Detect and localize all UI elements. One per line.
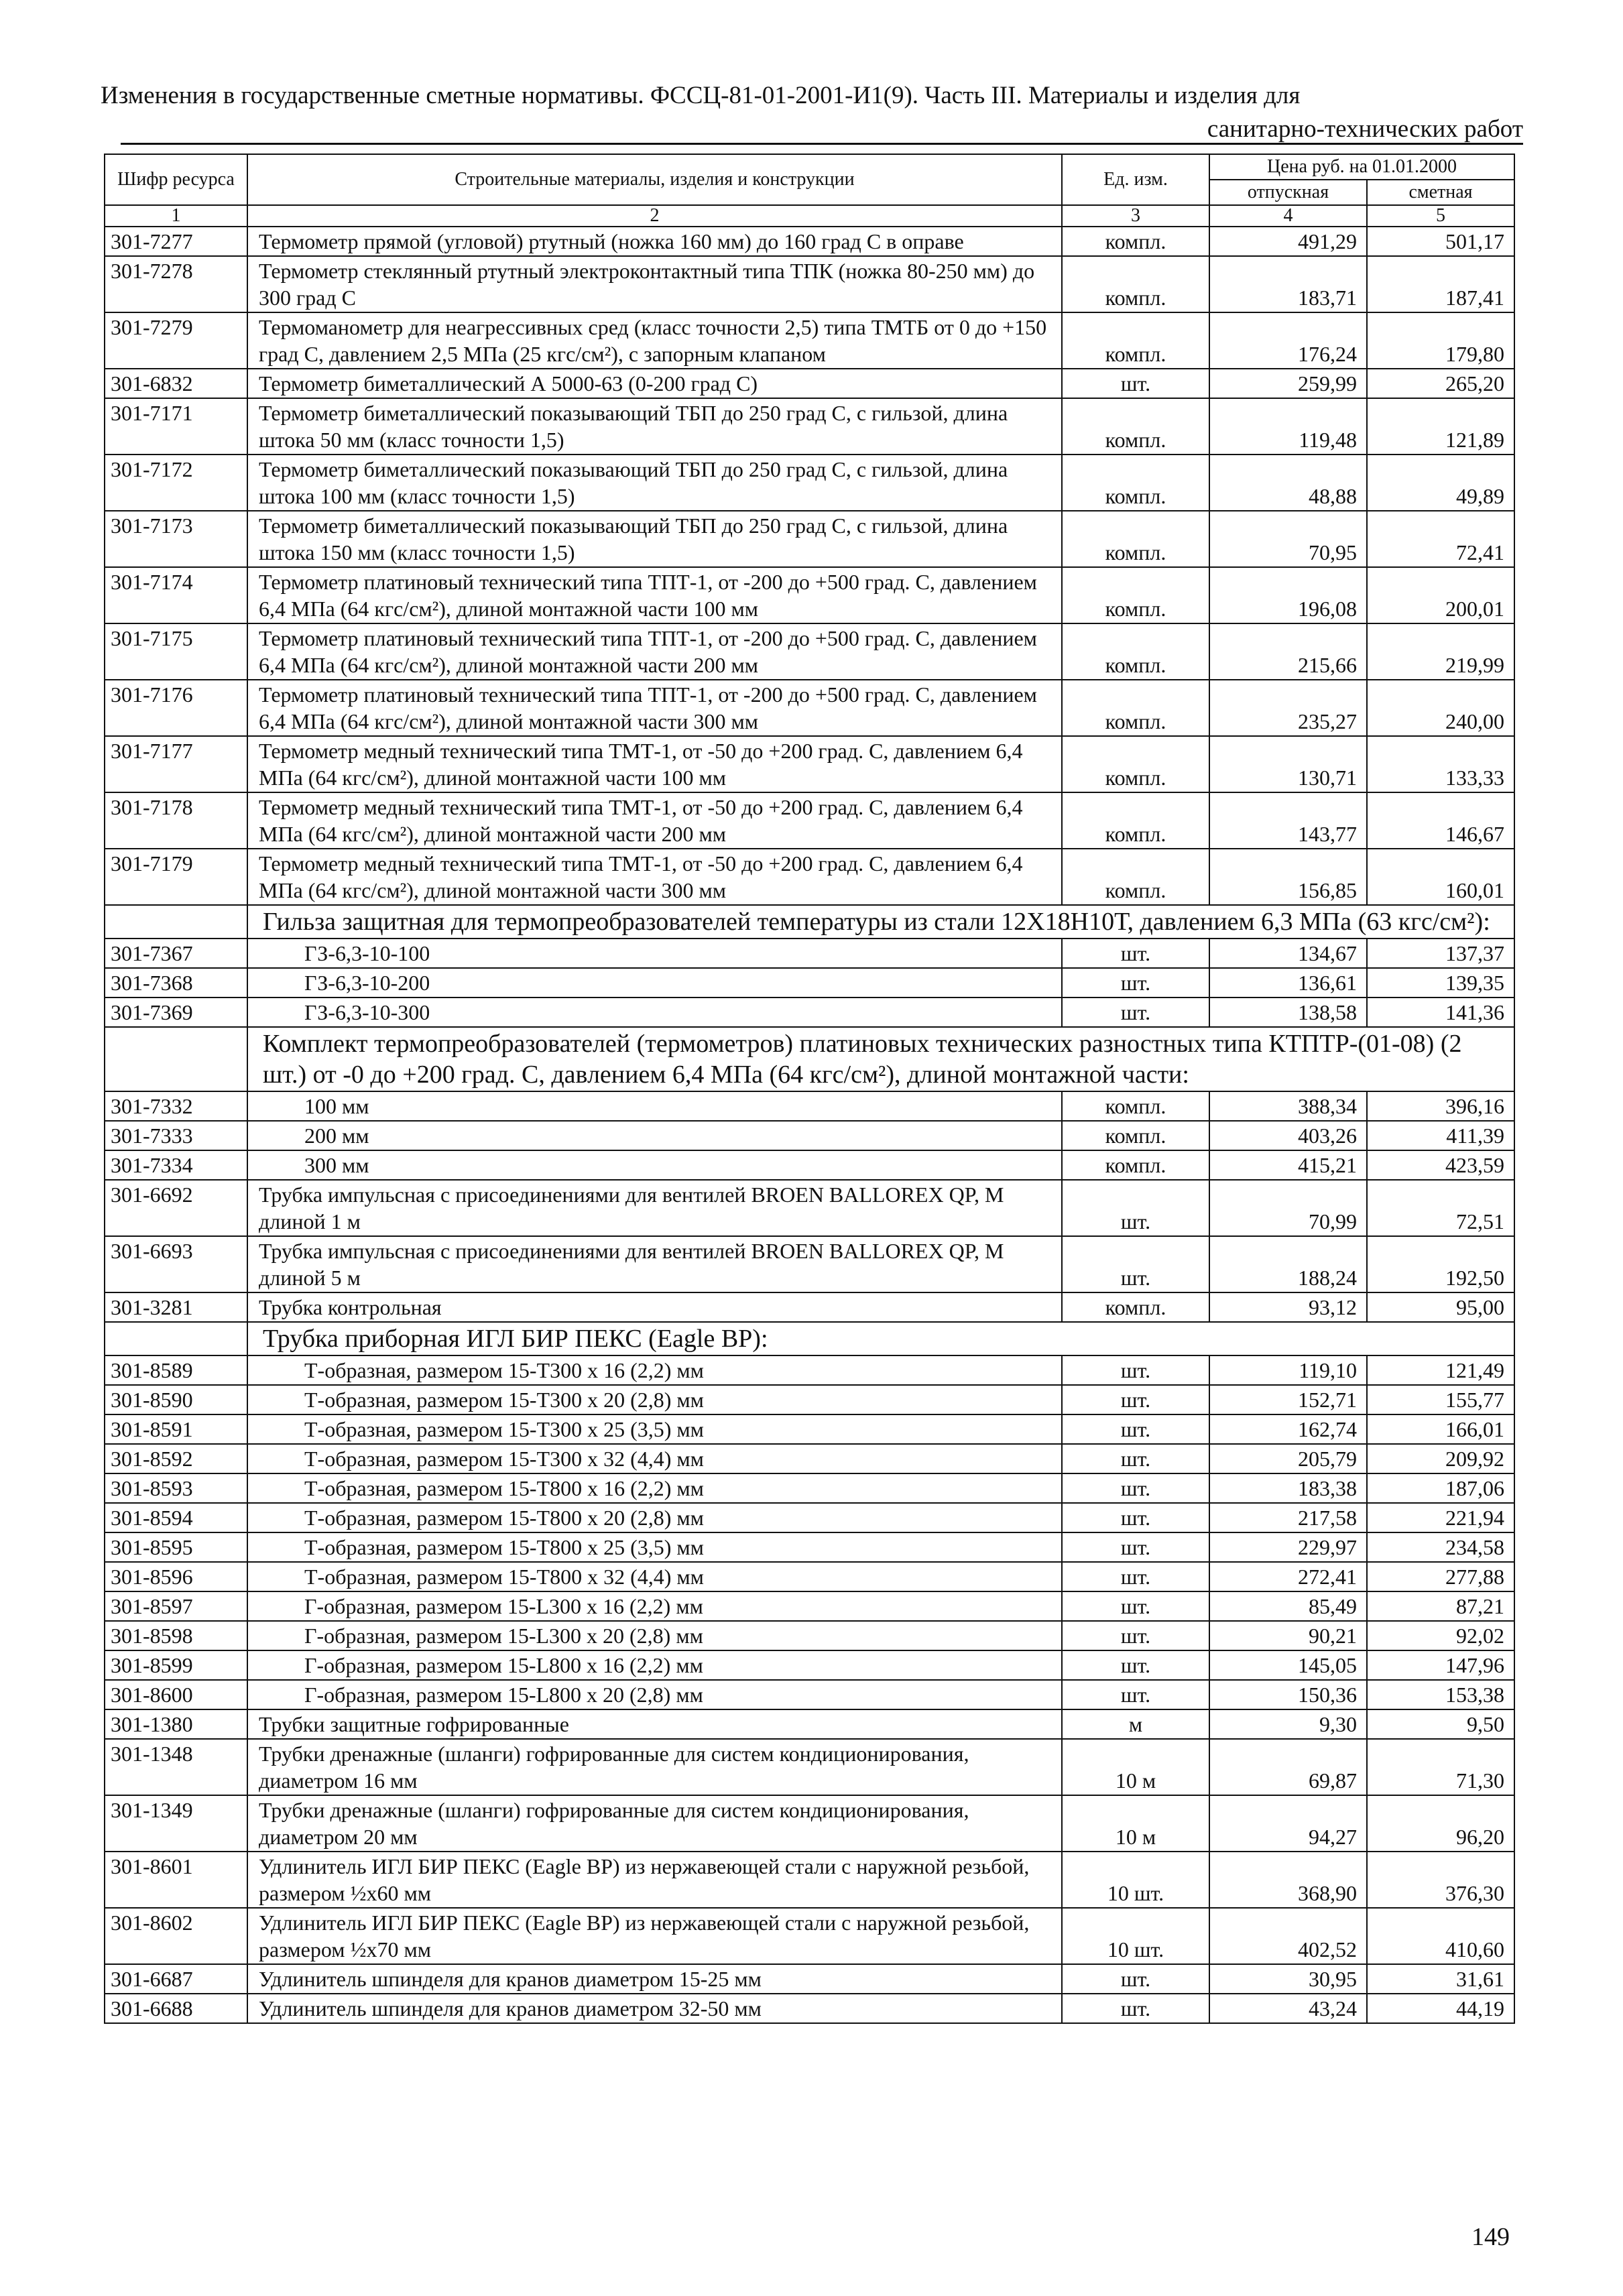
table-row bbox=[105, 227, 1514, 256]
material-name: Т-образная, размером 15-Т300 х 20 (2,8) мм bbox=[247, 1385, 1062, 1414]
material-name: 300 мм bbox=[247, 1150, 1062, 1180]
table-row bbox=[105, 1964, 1514, 1994]
table-row bbox=[105, 1292, 1514, 1322]
group-code-cell bbox=[105, 1322, 247, 1355]
header-rule bbox=[121, 143, 1523, 145]
material-name: Термометр платиновый технический типа ТПТ-1, от -200 до +500 град. С, давлением 6,4 МПа (64 кгс/см²), длиной монтажной части 200 мм bbox=[247, 623, 1062, 680]
resource-code: 301-7177 bbox=[105, 736, 247, 792]
unit-of-measure: шт. bbox=[1062, 1236, 1209, 1292]
estimate-price: 234,58 bbox=[1367, 1532, 1514, 1562]
resource-code: 301-7175 bbox=[105, 623, 247, 680]
resource-code: 301-7334 bbox=[105, 1150, 247, 1180]
table-row bbox=[105, 369, 1514, 398]
release-price: 183,38 bbox=[1209, 1473, 1367, 1503]
resource-code: 301-7368 bbox=[105, 968, 247, 998]
resource-code: 301-7278 bbox=[105, 256, 247, 312]
estimate-price: 44,19 bbox=[1367, 1994, 1514, 2023]
release-price: 215,66 bbox=[1209, 623, 1367, 680]
table-row bbox=[105, 398, 1514, 455]
unit-of-measure: 10 м bbox=[1062, 1739, 1209, 1795]
resource-code: 301-7174 bbox=[105, 567, 247, 623]
resource-code: 301-8596 bbox=[105, 1562, 247, 1591]
resource-code: 301-7369 bbox=[105, 998, 247, 1027]
table-row bbox=[105, 1795, 1514, 1852]
material-name: ГЗ-6,3-10-100 bbox=[247, 939, 1062, 968]
unit-of-measure: шт. bbox=[1062, 1680, 1209, 1709]
unit-of-measure: компл. bbox=[1062, 849, 1209, 905]
resource-code: 301-8592 bbox=[105, 1444, 247, 1473]
column-number: 2 bbox=[247, 205, 1062, 227]
table-row bbox=[105, 567, 1514, 623]
release-price: 69,87 bbox=[1209, 1739, 1367, 1795]
estimate-price: 209,92 bbox=[1367, 1444, 1514, 1473]
estimate-price: 72,41 bbox=[1367, 511, 1514, 567]
release-price: 162,74 bbox=[1209, 1414, 1367, 1444]
estimate-price: 277,88 bbox=[1367, 1562, 1514, 1591]
estimate-price: 160,01 bbox=[1367, 849, 1514, 905]
unit-of-measure: шт. bbox=[1062, 939, 1209, 968]
unit-of-measure: компл. bbox=[1062, 1150, 1209, 1180]
resource-code: 301-7171 bbox=[105, 398, 247, 455]
estimate-price: 71,30 bbox=[1367, 1739, 1514, 1795]
header-title-line1: Изменения в государственные сметные нормативы. ФССЦ-81-01-2001-И1(9). Часть III. Материалы и изделия для bbox=[101, 82, 1301, 109]
resource-code: 301-6687 bbox=[105, 1964, 247, 1994]
table-row bbox=[105, 968, 1514, 998]
material-name: Термометр медный технический типа ТМТ-1, от -50 до +200 град. С, давлением 6,4 МПа (64 кгс/см²), длиной монтажной части 100 мм bbox=[247, 736, 1062, 792]
resource-code: 301-8599 bbox=[105, 1650, 247, 1680]
column-header-code: Шифр ресурса bbox=[105, 154, 247, 205]
resource-code: 301-8589 bbox=[105, 1355, 247, 1385]
release-price: 491,29 bbox=[1209, 227, 1367, 256]
unit-of-measure: компл. bbox=[1062, 312, 1209, 369]
unit-of-measure: шт. bbox=[1062, 1562, 1209, 1591]
material-name: Трубки дренажные (шланги) гофрированные для систем кондиционирования, диаметром 20 мм bbox=[247, 1795, 1062, 1852]
estimate-price: 221,94 bbox=[1367, 1503, 1514, 1532]
estimate-price: 72,51 bbox=[1367, 1180, 1514, 1236]
unit-of-measure: компл. bbox=[1062, 1292, 1209, 1322]
release-price: 368,90 bbox=[1209, 1852, 1367, 1908]
resource-code: 301-7176 bbox=[105, 680, 247, 736]
column-header-estimate-price: сметная bbox=[1367, 180, 1514, 205]
estimate-price: 153,38 bbox=[1367, 1680, 1514, 1709]
release-price: 138,58 bbox=[1209, 998, 1367, 1027]
unit-of-measure: шт. bbox=[1062, 1180, 1209, 1236]
unit-of-measure: шт. bbox=[1062, 1473, 1209, 1503]
table-row bbox=[105, 1236, 1514, 1292]
table-row bbox=[105, 998, 1514, 1027]
release-price: 152,71 bbox=[1209, 1385, 1367, 1414]
estimate-price: 87,21 bbox=[1367, 1591, 1514, 1621]
release-price: 30,95 bbox=[1209, 1964, 1367, 1994]
material-name: Т-образная, размером 15-Т300 х 25 (3,5) мм bbox=[247, 1414, 1062, 1444]
unit-of-measure: компл. bbox=[1062, 398, 1209, 455]
release-price: 130,71 bbox=[1209, 736, 1367, 792]
resource-code: 301-8590 bbox=[105, 1385, 247, 1414]
release-price: 70,95 bbox=[1209, 511, 1367, 567]
resource-code: 301-7172 bbox=[105, 455, 247, 511]
resource-code: 301-6688 bbox=[105, 1994, 247, 2023]
unit-of-measure: шт. bbox=[1062, 1385, 1209, 1414]
unit-of-measure: компл. bbox=[1062, 227, 1209, 256]
table-row bbox=[105, 1709, 1514, 1739]
release-price: 119,48 bbox=[1209, 398, 1367, 455]
material-name: Т-образная, размером 15-Т800 х 25 (3,5) мм bbox=[247, 1532, 1062, 1562]
estimate-price: 141,36 bbox=[1367, 998, 1514, 1027]
release-price: 150,36 bbox=[1209, 1680, 1367, 1709]
resource-code: 301-7279 bbox=[105, 312, 247, 369]
table-row bbox=[105, 1503, 1514, 1532]
resource-code: 301-6692 bbox=[105, 1180, 247, 1236]
unit-of-measure: шт. bbox=[1062, 1621, 1209, 1650]
estimate-price: 137,37 bbox=[1367, 939, 1514, 968]
price-table bbox=[104, 154, 1515, 2024]
material-name: Удлинитель шпинделя для кранов диаметром 32-50 мм bbox=[247, 1994, 1062, 2023]
resource-code: 301-7173 bbox=[105, 511, 247, 567]
group-header-row bbox=[105, 1027, 1514, 1091]
release-price: 136,61 bbox=[1209, 968, 1367, 998]
release-price: 9,30 bbox=[1209, 1709, 1367, 1739]
release-price: 229,97 bbox=[1209, 1532, 1367, 1562]
table-row bbox=[105, 1994, 1514, 2023]
table-row bbox=[105, 1150, 1514, 1180]
resource-code: 301-6693 bbox=[105, 1236, 247, 1292]
resource-code: 301-7367 bbox=[105, 939, 247, 968]
release-price: 85,49 bbox=[1209, 1591, 1367, 1621]
material-name: Термометр медный технический типа ТМТ-1, от -50 до +200 град. С, давлением 6,4 МПа (64 кгс/см²), длиной монтажной части 300 мм bbox=[247, 849, 1062, 905]
resource-code: 301-8597 bbox=[105, 1591, 247, 1621]
column-header-unit: Ед. изм. bbox=[1062, 154, 1209, 205]
resource-code: 301-8595 bbox=[105, 1532, 247, 1562]
table-row bbox=[105, 1562, 1514, 1591]
release-price: 217,58 bbox=[1209, 1503, 1367, 1532]
table-row bbox=[105, 1091, 1514, 1121]
material-name: Т-образная, размером 15-Т800 х 16 (2,2) мм bbox=[247, 1473, 1062, 1503]
resource-code: 301-3281 bbox=[105, 1292, 247, 1322]
release-price: 402,52 bbox=[1209, 1908, 1367, 1964]
unit-of-measure: шт. bbox=[1062, 968, 1209, 998]
table-row bbox=[105, 1121, 1514, 1150]
unit-of-measure: компл. bbox=[1062, 623, 1209, 680]
table-row bbox=[105, 1414, 1514, 1444]
estimate-price: 219,99 bbox=[1367, 623, 1514, 680]
estimate-price: 240,00 bbox=[1367, 680, 1514, 736]
unit-of-measure: 10 шт. bbox=[1062, 1852, 1209, 1908]
release-price: 415,21 bbox=[1209, 1150, 1367, 1180]
estimate-price: 423,59 bbox=[1367, 1150, 1514, 1180]
release-price: 90,21 bbox=[1209, 1621, 1367, 1650]
release-price: 143,77 bbox=[1209, 792, 1367, 849]
release-price: 388,34 bbox=[1209, 1091, 1367, 1121]
table-row bbox=[105, 1385, 1514, 1414]
table-row bbox=[105, 1908, 1514, 1964]
column-header-release-price: отпускная bbox=[1209, 180, 1367, 205]
table-row bbox=[105, 256, 1514, 312]
resource-code: 301-8598 bbox=[105, 1621, 247, 1650]
unit-of-measure: шт. bbox=[1062, 1994, 1209, 2023]
material-name: Удлинитель ИГЛ БИР ПЕКС (Eagle BP) из нержавеющей стали с наружной резьбой, размером ½х60 мм bbox=[247, 1852, 1062, 1908]
group-title: Гильза защитная для термопреобразователей температуры из стали 12Х18Н10Т, давлением 6,3 МПа (63 кгс/см²): bbox=[247, 905, 1514, 939]
table-body bbox=[105, 227, 1514, 2023]
release-price: 188,24 bbox=[1209, 1236, 1367, 1292]
table-row bbox=[105, 1180, 1514, 1236]
resource-code: 301-7277 bbox=[105, 227, 247, 256]
unit-of-measure: шт. bbox=[1062, 1503, 1209, 1532]
column-number-row bbox=[105, 205, 1514, 227]
unit-of-measure: шт. bbox=[1062, 369, 1209, 398]
material-name: Г-образная, размером 15-L300 х 16 (2,2) мм bbox=[247, 1591, 1062, 1621]
unit-of-measure: компл. bbox=[1062, 680, 1209, 736]
table-row bbox=[105, 736, 1514, 792]
unit-of-measure: 10 м bbox=[1062, 1795, 1209, 1852]
unit-of-measure: шт. bbox=[1062, 1591, 1209, 1621]
resource-code: 301-8601 bbox=[105, 1852, 247, 1908]
release-price: 145,05 bbox=[1209, 1650, 1367, 1680]
estimate-price: 179,80 bbox=[1367, 312, 1514, 369]
material-name: ГЗ-6,3-10-200 bbox=[247, 968, 1062, 998]
unit-of-measure: компл. bbox=[1062, 455, 1209, 511]
release-price: 176,24 bbox=[1209, 312, 1367, 369]
estimate-price: 187,41 bbox=[1367, 256, 1514, 312]
table-row bbox=[105, 792, 1514, 849]
material-name: Трубки защитные гофрированные bbox=[247, 1709, 1062, 1739]
material-name: Удлинитель ИГЛ БИР ПЕКС (Eagle BP) из нержавеющей стали с наружной резьбой, размером ½х70 мм bbox=[247, 1908, 1062, 1964]
unit-of-measure: компл. bbox=[1062, 511, 1209, 567]
estimate-price: 49,89 bbox=[1367, 455, 1514, 511]
estimate-price: 31,61 bbox=[1367, 1964, 1514, 1994]
release-price: 196,08 bbox=[1209, 567, 1367, 623]
group-header-row bbox=[105, 905, 1514, 939]
header-title-line2: санитарно-технических работ bbox=[1207, 115, 1523, 143]
unit-of-measure: шт. bbox=[1062, 1650, 1209, 1680]
unit-of-measure: шт. bbox=[1062, 1414, 1209, 1444]
release-price: 272,41 bbox=[1209, 1562, 1367, 1591]
estimate-price: 96,20 bbox=[1367, 1795, 1514, 1852]
unit-of-measure: компл. bbox=[1062, 736, 1209, 792]
release-price: 235,27 bbox=[1209, 680, 1367, 736]
page-number: 149 bbox=[1471, 2223, 1510, 2251]
estimate-price: 376,30 bbox=[1367, 1852, 1514, 1908]
estimate-price: 121,49 bbox=[1367, 1355, 1514, 1385]
unit-of-measure: компл. bbox=[1062, 567, 1209, 623]
release-price: 183,71 bbox=[1209, 256, 1367, 312]
estimate-price: 139,35 bbox=[1367, 968, 1514, 998]
group-code-cell bbox=[105, 905, 247, 939]
column-number: 3 bbox=[1062, 205, 1209, 227]
unit-of-measure: компл. bbox=[1062, 792, 1209, 849]
resource-code: 301-7332 bbox=[105, 1091, 247, 1121]
table-row bbox=[105, 511, 1514, 567]
resource-code: 301-6832 bbox=[105, 369, 247, 398]
material-name: Термометр биметаллический показывающий ТБП до 250 град С, с гильзой, длина штока 150 мм (класс точности 1,5) bbox=[247, 511, 1062, 567]
group-title: Трубка приборная ИГЛ БИР ПЕКС (Eagle BP): bbox=[247, 1322, 1514, 1355]
release-price: 70,99 bbox=[1209, 1180, 1367, 1236]
estimate-price: 410,60 bbox=[1367, 1908, 1514, 1964]
estimate-price: 411,39 bbox=[1367, 1121, 1514, 1150]
unit-of-measure: шт. bbox=[1062, 1444, 1209, 1473]
resource-code: 301-1348 bbox=[105, 1739, 247, 1795]
table-row bbox=[105, 312, 1514, 369]
material-name: Термометр платиновый технический типа ТПТ-1, от -200 до +500 град. С, давлением 6,4 МПа (64 кгс/см²), длиной монтажной части 100 мм bbox=[247, 567, 1062, 623]
release-price: 43,24 bbox=[1209, 1994, 1367, 2023]
material-name: Т-образная, размером 15-Т300 х 32 (4,4) мм bbox=[247, 1444, 1062, 1473]
release-price: 259,99 bbox=[1209, 369, 1367, 398]
resource-code: 301-7333 bbox=[105, 1121, 247, 1150]
resource-code: 301-7179 bbox=[105, 849, 247, 905]
material-name: Удлинитель шпинделя для кранов диаметром 15-25 мм bbox=[247, 1964, 1062, 1994]
estimate-price: 187,06 bbox=[1367, 1473, 1514, 1503]
release-price: 93,12 bbox=[1209, 1292, 1367, 1322]
material-name: ГЗ-6,3-10-300 bbox=[247, 998, 1062, 1027]
release-price: 94,27 bbox=[1209, 1795, 1367, 1852]
column-number: 4 bbox=[1209, 205, 1367, 227]
release-price: 119,10 bbox=[1209, 1355, 1367, 1385]
estimate-price: 133,33 bbox=[1367, 736, 1514, 792]
table-row bbox=[105, 1852, 1514, 1908]
resource-code: 301-8602 bbox=[105, 1908, 247, 1964]
estimate-price: 146,67 bbox=[1367, 792, 1514, 849]
table-row bbox=[105, 455, 1514, 511]
estimate-price: 501,17 bbox=[1367, 227, 1514, 256]
material-name: Термометр биметаллический показывающий ТБП до 250 град С, с гильзой, длина штока 50 мм (класс точности 1,5) bbox=[247, 398, 1062, 455]
material-name: Т-образная, размером 15-Т800 х 20 (2,8) мм bbox=[247, 1503, 1062, 1532]
release-price: 156,85 bbox=[1209, 849, 1367, 905]
estimate-price: 155,77 bbox=[1367, 1385, 1514, 1414]
unit-of-measure: шт. bbox=[1062, 1355, 1209, 1385]
material-name: Трубки дренажные (шланги) гофрированные для систем кондиционирования, диаметром 16 мм bbox=[247, 1739, 1062, 1795]
estimate-price: 9,50 bbox=[1367, 1709, 1514, 1739]
material-name: Т-образная, размером 15-Т300 х 16 (2,2) мм bbox=[247, 1355, 1062, 1385]
estimate-price: 166,01 bbox=[1367, 1414, 1514, 1444]
material-name: Г-образная, размером 15-L800 х 16 (2,2) мм bbox=[247, 1650, 1062, 1680]
estimate-price: 147,96 bbox=[1367, 1650, 1514, 1680]
resource-code: 301-1380 bbox=[105, 1709, 247, 1739]
material-name: Термометр стеклянный ртутный электроконтактный типа ТПК (ножка 80-250 мм) до 300 град С bbox=[247, 256, 1062, 312]
unit-of-measure: компл. bbox=[1062, 1091, 1209, 1121]
material-name: 100 мм bbox=[247, 1091, 1062, 1121]
page-header bbox=[101, 79, 1523, 146]
resource-code: 301-7178 bbox=[105, 792, 247, 849]
release-price: 205,79 bbox=[1209, 1444, 1367, 1473]
table-row bbox=[105, 939, 1514, 968]
table-row bbox=[105, 1444, 1514, 1473]
release-price: 403,26 bbox=[1209, 1121, 1367, 1150]
table-row bbox=[105, 1621, 1514, 1650]
material-name: Термометр платиновый технический типа ТПТ-1, от -200 до +500 град. С, давлением 6,4 МПа (64 кгс/см²), длиной монтажной части 300 мм bbox=[247, 680, 1062, 736]
table-row bbox=[105, 1739, 1514, 1795]
unit-of-measure: шт. bbox=[1062, 998, 1209, 1027]
table-row bbox=[105, 1680, 1514, 1709]
resource-code: 301-1349 bbox=[105, 1795, 247, 1852]
unit-of-measure: компл. bbox=[1062, 256, 1209, 312]
material-name: Трубка импульсная с присоединениями для вентилей BROEN BALLOREX QP, М длиной 5 м bbox=[247, 1236, 1062, 1292]
unit-of-measure: шт. bbox=[1062, 1532, 1209, 1562]
column-number: 5 bbox=[1367, 205, 1514, 227]
unit-of-measure: шт. bbox=[1062, 1964, 1209, 1994]
resource-code: 301-8591 bbox=[105, 1414, 247, 1444]
material-name: Термометр медный технический типа ТМТ-1, от -50 до +200 град. С, давлением 6,4 МПа (64 кгс/см²), длиной монтажной части 200 мм bbox=[247, 792, 1062, 849]
column-header-price-group: Цена руб. на 01.01.2000 bbox=[1209, 154, 1514, 180]
material-name: 200 мм bbox=[247, 1121, 1062, 1150]
estimate-price: 192,50 bbox=[1367, 1236, 1514, 1292]
material-name: Г-образная, размером 15-L800 х 20 (2,8) мм bbox=[247, 1680, 1062, 1709]
resource-code: 301-8593 bbox=[105, 1473, 247, 1503]
material-name: Трубка контрольная bbox=[247, 1292, 1062, 1322]
table-row bbox=[105, 1650, 1514, 1680]
material-name: Г-образная, размером 15-L300 х 20 (2,8) мм bbox=[247, 1621, 1062, 1650]
unit-of-measure: м bbox=[1062, 1709, 1209, 1739]
estimate-price: 200,01 bbox=[1367, 567, 1514, 623]
estimate-price: 92,02 bbox=[1367, 1621, 1514, 1650]
resource-code: 301-8594 bbox=[105, 1503, 247, 1532]
group-code-cell bbox=[105, 1027, 247, 1091]
release-price: 48,88 bbox=[1209, 455, 1367, 511]
material-name: Т-образная, размером 15-Т800 х 32 (4,4) мм bbox=[247, 1562, 1062, 1591]
estimate-price: 95,00 bbox=[1367, 1292, 1514, 1322]
table-row bbox=[105, 680, 1514, 736]
table-row bbox=[105, 1355, 1514, 1385]
material-name: Термометр биметаллический А 5000-63 (0-200 град С) bbox=[247, 369, 1062, 398]
group-title: Комплект термопреобразователей (термометров) платиновых технических разностных типа КТПТР-(01-08) (2 шт.) от -0 до +200 град. С, давлением 6,4 МПа (64 кгс/см²), длиной монтажной части: bbox=[247, 1027, 1514, 1091]
estimate-price: 121,89 bbox=[1367, 398, 1514, 455]
estimate-price: 265,20 bbox=[1367, 369, 1514, 398]
unit-of-measure: компл. bbox=[1062, 1121, 1209, 1150]
column-header-name: Строительные материалы, изделия и конструкции bbox=[247, 154, 1062, 205]
table-row bbox=[105, 849, 1514, 905]
unit-of-measure: 10 шт. bbox=[1062, 1908, 1209, 1964]
table-row bbox=[105, 1473, 1514, 1503]
estimate-price: 396,16 bbox=[1367, 1091, 1514, 1121]
material-name: Термометр биметаллический показывающий ТБП до 250 град С, с гильзой, длина штока 100 мм (класс точности 1,5) bbox=[247, 455, 1062, 511]
table-row bbox=[105, 623, 1514, 680]
material-name: Термоманометр для неагрессивных сред (класс точности 2,5) типа ТМТБ от 0 до +150 град С, давлением 2,5 МПа (25 кгс/см²), с запорным клапаном bbox=[247, 312, 1062, 369]
table-row bbox=[105, 1532, 1514, 1562]
table-row bbox=[105, 1591, 1514, 1621]
column-number: 1 bbox=[105, 205, 247, 227]
material-name: Термометр прямой (угловой) ртутный (ножка 160 мм) до 160 град С в оправе bbox=[247, 227, 1062, 256]
resource-code: 301-8600 bbox=[105, 1680, 247, 1709]
group-header-row bbox=[105, 1322, 1514, 1355]
release-price: 134,67 bbox=[1209, 939, 1367, 968]
material-name: Трубка импульсная с присоединениями для вентилей BROEN BALLOREX QP, М длиной 1 м bbox=[247, 1180, 1062, 1236]
